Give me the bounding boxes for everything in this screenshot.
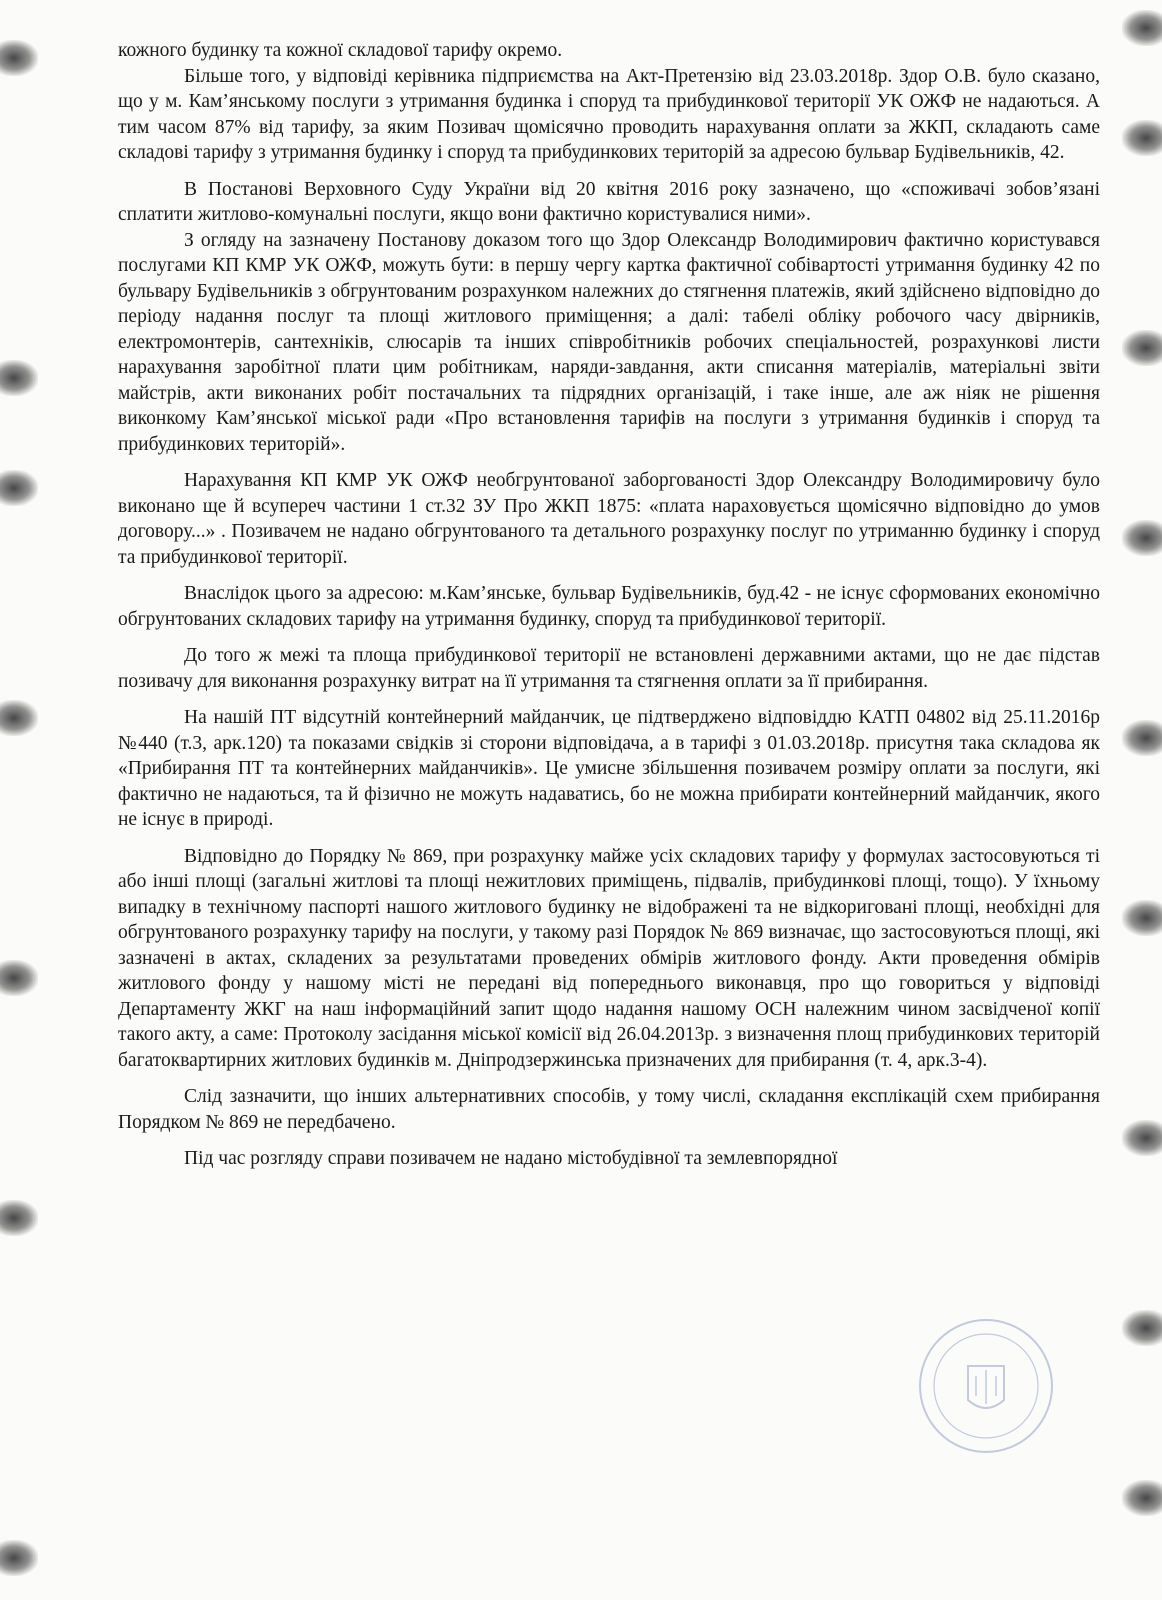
scan-shadow [0,1200,38,1236]
scan-shadow [1122,520,1162,556]
scan-shadow [0,40,38,76]
scan-shadow [1122,900,1162,936]
paragraph: Внаслідок цього за адресою: м.Кам’янське, бульвар Будівельників, буд.42 - не існує сформованих економічно обгрунтованих складових тарифу на утримання будинку, споруд та прибудинкової території. [118,583,1100,630]
paragraph: Відповідно до Порядку № 869, при розрахунку майже усіх складових тарифу у формулах застосовуються ті або інші площі (загальні житлові та площі нежитлових приміщень, підвалів, прибудинкові площі, тощо). У їхньому випадку в технічному паспорті нашого житлового будинку не відображені та не відкориговані площі, необхідні для обгрунтованого розрахунку тарифу на послуги, у такому разі Порядок № 869 визначає, що застосовуються площі, які зазначені в актах, складених за результатами проведених обмірів житлового фонду. Акти проведення обмірів житлового фонду у нашому місті не передані від попереднього виконавця, про що говориться у відповіді Департаменту ЖКГ на наш інформаційний запит щодо надання нашому ОСН належним чином засвідченої копії такого акту, а саме: Протоколу засідання міської комісії від 26.04.2013р. з визначення площ прибудинкових територій багатоквартирних житлових будинків м. Дніпродзержинська призначених для прибирання (т. 4, арк.3-4). [118,845,1100,1071]
paragraph: кожного будинку та кожної складової тарифу окремо. [118,40,563,61]
paragraph: Більше того, у відповіді керівника підприємства на Акт-Претензію від 23.03.2018р. Здор О.В. було сказано, що у м. Кам’янському послуги з утримання будинка і споруд та прибудинкової території УК ОЖФ не надаються. А тим часом 87% від тарифу, за яким Позивач щомісячно проводить нарахування оплати за ЖКП, складають саме складові тарифу з утримання будинку і споруд та прибудинкових територій за адресою бульвар Будівельників, 42. [118,65,1100,163]
scan-shadow [1122,120,1162,156]
scan-shadow [1122,1480,1162,1516]
paragraph: Нарахування КП КМР УК ОЖФ необгрунтованої заборгованості Здор Олександру Володимировичу було виконано ще й всупереч частини 1 ст.32 ЗУ Про ЖКП 1875: «плата нараховується щомісячно відповідно до умов договору...» . Позивачем не надано обгрунтованого та детального розрахунку послуг по утриманню будинку і споруд та прибудинкової території. [118,470,1100,568]
paragraph: Під час розгляду справи позивачем не надано містобудівної та землевпорядної [184,1148,838,1169]
scan-shadow [1122,10,1162,46]
paragraph: В Постанові Верховного Суду України від 20 квітня 2016 року зазначено, що «споживачі зобов’язані сплатити житлово-комунальні послуги, якщо вони фактично користувалися ними». [118,178,1100,225]
scan-shadow [0,1540,38,1576]
scan-shadow [1122,720,1162,756]
scan-shadow [1122,1310,1162,1346]
scan-shadow [0,700,38,736]
scan-shadow [0,960,38,996]
document-body [118,38,1100,1183]
paragraph: З огляду на зазначену Постанову доказом того що Здор Олександр Володимирович фактично користувався послугами КП КМР УК ОЖФ, можуть бути: в першу чергу картка фактичної собівартості утримання будинку 42 по бульвару Будівельників з обгрунтованим розрахунком належних до стягнення платежів, який здійснено відповідно до періоду надання послуг та площі житлового приміщення; а далі: табелі обліку робочого часу двірників, електромонтерів, сантехніків, слюсарів та інших співробітників робочих спеціальностей, розрахункові листи нарахування заробітної плати цим робітникам, наряди-завдання, акти списання матеріалів, матеріальні звіти майстрів, акти виконаних робіт постачальних та підрядних організацій, і таке інше, але аж ніяк не рішення виконкому Кам’янської міської ради «Про встановлення тарифів на послуги з утримання будинків і споруд та прибудинкових територій». [118,229,1100,455]
scan-shadow [0,470,38,506]
paragraph: Слід зазначити, що інших альтернативних способів, у тому числі, складання експлікацій схем прибирання Порядком № 869 не передбачено. [118,1086,1100,1133]
scan-shadow [0,360,38,396]
paragraph: На нашій ПТ відсутній контейнерний майданчик, це підтверджено відповіддю КАТП 04802 від 25.11.2016р №440 (т.3, арк.120) та показами свідків зі сторони відповідача, а в тарифі з 01.03.2018р. присутня така складова як «Прибирання ПТ та контейнерних майданчиків». Це умисне збільшення позивачем розміру оплати за послуги, які фактично не надаються, та й фізично не можуть надаватись, бо не можна прибирати контейнерний майданчик, якого не існує в природі. [118,707,1100,830]
scan-shadow [1122,330,1162,366]
scan-shadow [1122,1120,1162,1156]
official-seal-stamp [898,1304,1074,1454]
paragraph: До того ж межі та площа прибудинкової території не встановлені державними актами, що не дає підстав позивачу для виконання розрахунку витрат на її утримання та стягнення оплати за її прибирання. [118,645,1100,692]
